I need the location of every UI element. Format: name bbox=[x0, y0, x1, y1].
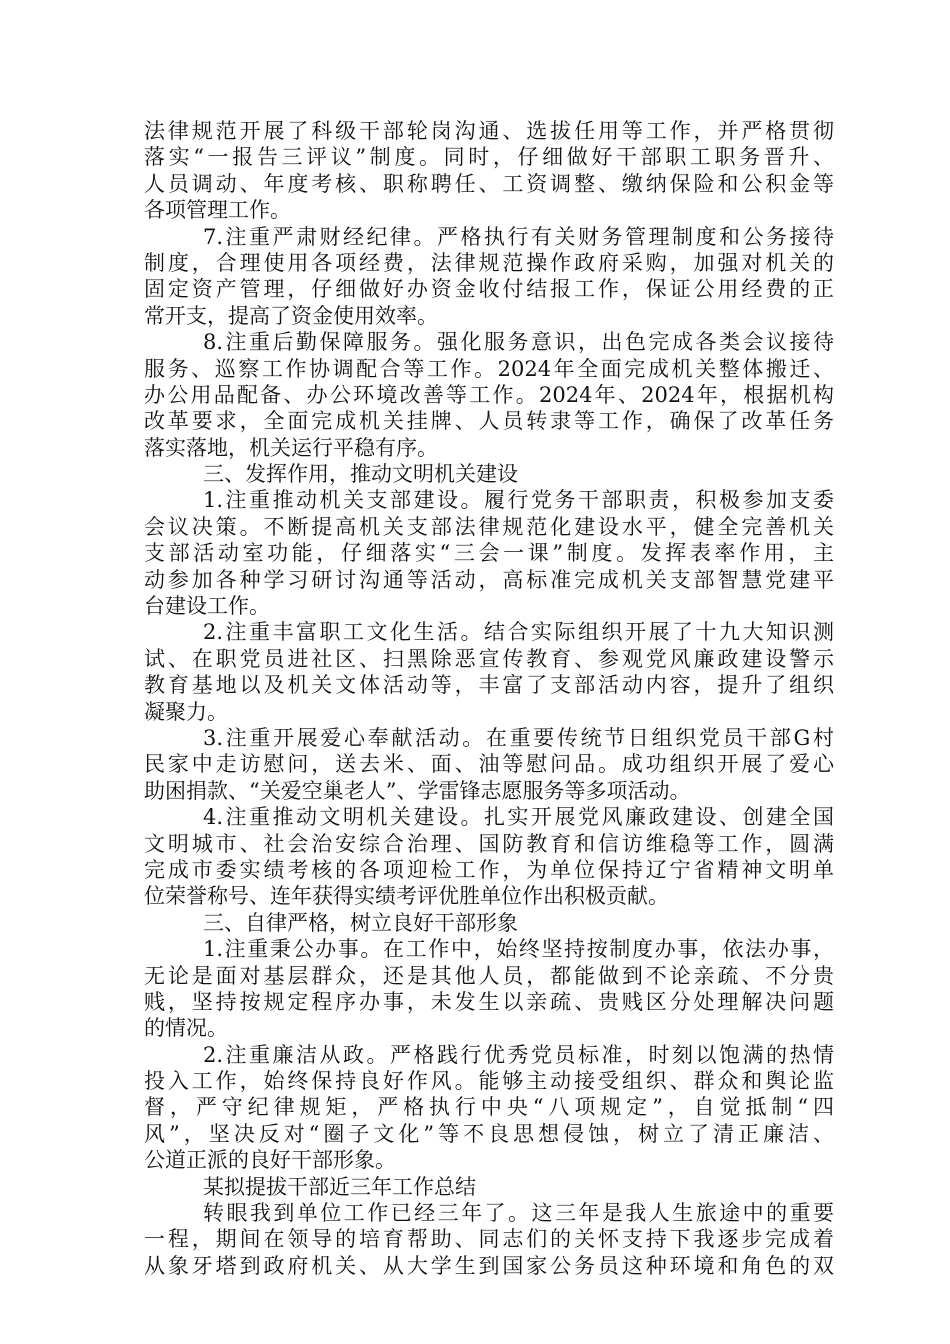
paragraph-start-line: 4.注重推动文明机关建设。扎实开展党风廉政建设、创建全国 bbox=[203, 805, 834, 830]
text-line: 的情况。 bbox=[144, 1016, 228, 1041]
paragraph-start-line: 1.注重推动机关支部建设。履行党务干部职责，积极参加支委 bbox=[203, 488, 834, 513]
paragraph-start-line: 8.注重后勤保障服务。强化服务意识，出色完成各类会议接待 bbox=[203, 330, 834, 355]
text-line: 无论是面对基层群众，还是其他人员，都能做到不论亲疏、不分贵 bbox=[144, 963, 834, 988]
text-line: 固定资产管理，仔细做好办资金收付结报工作，保证公用经费的正 bbox=[144, 277, 834, 302]
text-line: 会议决策。不断提高机关支部法律规范化建设水平，健全完善机关 bbox=[144, 514, 834, 539]
text-line: 贱，坚持按规定程序办事，未发生以亲疏、贵贱区分处理解决问题 bbox=[144, 989, 834, 1014]
text-line: 支部活动室功能，仔细落实“三会一课”制度。发挥表率作用，主 bbox=[144, 541, 834, 566]
text-line: 各项管理工作。 bbox=[144, 198, 291, 223]
text-line: 动参加各种学习研讨沟通等活动，高标准完成机关支部智慧党建平 bbox=[144, 567, 834, 592]
paragraph-start-line: 1.注重秉公办事。在工作中，始终坚持按制度办事，依法办事， bbox=[203, 937, 834, 962]
text-line: 常开支，提高了资金使用效率。 bbox=[144, 303, 438, 328]
text-line: 办公用品配备、办公环境改善等工作。2024年、2024年，根据机构 bbox=[144, 382, 834, 407]
section-heading: 三、自律严格，树立良好干部形象 bbox=[203, 910, 518, 935]
text-line: 投入工作，始终保持良好作风。能够主动接受组织、群众和舆论监 bbox=[144, 1069, 834, 1094]
text-line: 位荣誉称号、连年获得实绩考评优胜单位作出积极贡献。 bbox=[144, 884, 669, 909]
text-line: 助困捐款、“关爱空巢老人”、学雷锋志愿服务等多项活动。 bbox=[144, 778, 691, 803]
paragraph-start-line: 2.注重丰富职工文化生活。结合实际组织开展了十九大知识测 bbox=[203, 620, 834, 645]
text-line: 试、在职党员进社区、扫黑除恶宣传教育、参观党风廉政建设警示 bbox=[144, 646, 834, 671]
document-page bbox=[144, 118, 834, 1279]
text-line: 民家中走访慰问，送去米、面、油等慰问品。成功组织开展了爱心 bbox=[144, 752, 834, 777]
text-line: 从象牙塔到政府机关、从大学生到国家公务员这种环境和角色的双 bbox=[144, 1253, 834, 1278]
document-title: 某拟提拔干部近三年工作总结 bbox=[203, 1174, 476, 1199]
text-line: 凝聚力。 bbox=[144, 699, 228, 724]
text-line: 一程，期间在领导的培育帮助、同志们的关怀支持下我逐步完成着 bbox=[144, 1227, 834, 1252]
paragraph-start-line: 转眼我到单位工作已经三年了。这三年是我人生旅途中的重要 bbox=[203, 1201, 834, 1226]
paragraph-start-line: 2.注重廉洁从政。严格践行优秀党员标准，时刻以饱满的热情 bbox=[203, 1042, 834, 1067]
text-line: 制度，合理使用各项经费，法律规范操作政府采购，加强对机关的 bbox=[144, 250, 834, 275]
text-line: 台建设工作。 bbox=[144, 594, 270, 619]
text-line: 改革要求，全面完成机关挂牌、人员转隶等工作，确保了改革任务 bbox=[144, 409, 834, 434]
text-line: 完成市委实绩考核的各项迎检工作，为单位保持辽宁省精神文明单 bbox=[144, 857, 834, 882]
paragraph-start-line: 3.注重开展爱心奉献活动。在重要传统节日组织党员干部G村 bbox=[203, 725, 834, 750]
text-line: 风”，坚决反对“圈子文化”等不良思想侵蚀，树立了清正廉洁、 bbox=[144, 1121, 834, 1146]
text-line: 落实落地，机关运行平稳有序。 bbox=[144, 435, 438, 460]
text-line: 文明城市、社会治安综合治理、国防教育和信访维稳等工作，圆满 bbox=[144, 831, 834, 856]
text-line: 督，严守纪律规矩，严格执行中央“八项规定”，自觉抵制“四 bbox=[144, 1095, 834, 1120]
section-heading: 三、发挥作用，推动文明机关建设 bbox=[203, 462, 518, 487]
text-line: 教育基地以及机关文体活动等，丰富了支部活动内容，提升了组织 bbox=[144, 673, 834, 698]
text-line: 落实“一报告三评议”制度。同时，仔细做好干部职工职务晋升、 bbox=[144, 145, 834, 170]
text-line: 法律规范开展了科级干部轮岗沟通、选拔任用等工作，并严格贯彻 bbox=[144, 119, 834, 143]
paragraph-start-line: 7.注重严肃财经纪律。严格执行有关财务管理制度和公务接待 bbox=[203, 224, 834, 249]
text-line: 公道正派的良好干部形象。 bbox=[144, 1148, 396, 1173]
text-line: 服务、巡察工作协调配合等工作。2024年全面完成机关整体搬迁、 bbox=[144, 356, 834, 381]
text-line: 人员调动、年度考核、职称聘任、工资调整、缴纳保险和公积金等 bbox=[144, 171, 834, 196]
